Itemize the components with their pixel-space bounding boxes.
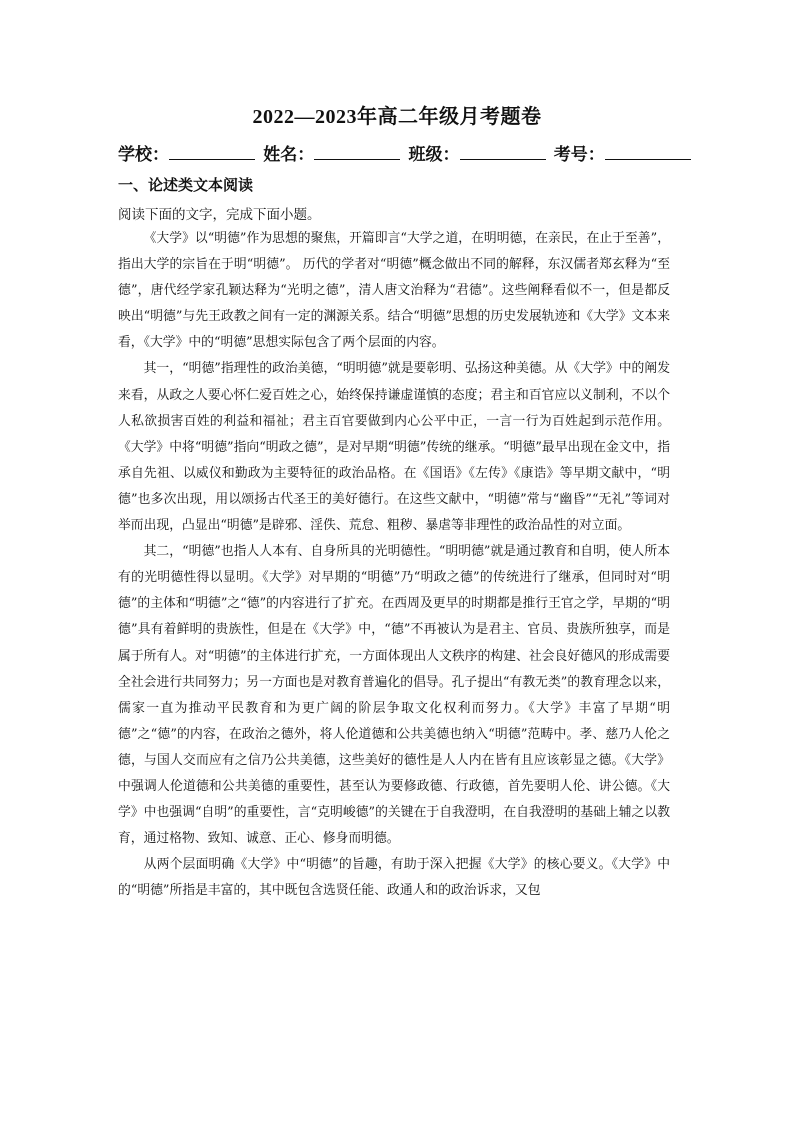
- school-label: 学校：: [118, 145, 169, 164]
- passage-paragraph-1: 《大学》以“明德”作为思想的聚焦，开篇即言“大学之道，在明明德，在亲民，在止于至善”，指出大学的宗旨在于明“明德”。 历代的学者对“明德”概念做出不同的解释，东汉儒者郑玄释为“至德”，唐代经学家孔颖达释为“光明之德”，清人唐文治释为“君德”。这些阐释看似不一，但是都反映出“明德”与先王政教之间有一定的渊源关系。结合“明德”思想的历史发展轨迹和《大学》文本来看，《大学》中的“明德”思想实际包含了两个层面的内容。: [118, 231, 670, 351]
- student-info-line: [118, 140, 688, 165]
- reading-passage: [118, 226, 670, 904]
- passage-paragraph-2: 其一，“明德”指理性的政治美德，“明明德”就是要彰明、弘扬这种美德。从《大学》中的阐发来看，从政之人要心怀仁爱百姓之心，始终保持谦虚谨慎的态度；君主和百官应以义制利，不以个人私欲损害百姓的利益和福祉；君主百官要做到内心公平中正，一言一行为百姓起到示范作用。《大学》中将“明德”指向“明政之德”，是对早期“明德”传统的继承。“明德”最早出现在金文中，指承自先祖、以威仪和勤政为主要特征的政治品格。在《国语》《左传》《康诰》等早期文献中，“明德”也多次出现，用以颂扬古代圣王的美好德行。在这些文献中，“明德”常与“幽昏”“无礼”等词对举而出现，凸显出“明德”是辟邪、淫佚、荒怠、粗秽、暴虐等非理性的政治品性的对立面。: [118, 361, 670, 534]
- section-heading: 一、论述类文本阅读: [118, 176, 254, 194]
- section-instruction: 阅读下面的文字，完成下面小题。: [118, 207, 321, 223]
- exam-number-label: 考号：: [553, 145, 605, 164]
- class-label: 班级：: [408, 145, 460, 164]
- passage-paragraph-3: 其二，“明德”也指人人本有、自身所具的光明德性。“明明德”就是通过教育和自明，使人所本有的光明德性得以显明。《大学》对早期的“明德”乃“明政之德”的传统进行了继承，但同时对“明德”的主体和“明德”之“德”的内容进行了扩充。在西周及更早的时期都是推行王官之学，早期的“明德”具有着鲜明的贵族性，但是在《大学》中，“德”不再被认为是君主、官员、贵族所独享，而是属于所有人。对“明德”的主体进行扩充，一方面体现出人文秩序的构建、社会良好德风的形成需要全社会进行共同努力；另一方面也是对教育普遍化的倡导。孔子提出“有教无类”的教育理念以来，儒家一直为推动平民教育和为更广阔的阶层争取文化权利而努力。《大学》丰富了早期“明德”之“德”的内容，在政治之德外，将人伦道德和公共美德也纳入“明德”范畴中。孝、慈乃人伦之德，与国人交而应有之信乃公共美德，这些美好的德性是人人内在皆有且应该彰显之德。《大学》中强调人伦道德和公共美德的重要性，甚至认为要修政德、行政德，首先要明人伦、讲公德。《大学》中也强调“自明”的重要性，言“克明峻德”的关键在于自我澄明，在自我澄明的基础上辅之以教育，通过格物、致知、诚意、正心、修身而明德。: [118, 544, 670, 847]
- class-blank[interactable]: [460, 145, 546, 160]
- exam-title: 2022—2023年高二年级月考题卷: [252, 106, 542, 128]
- name-blank[interactable]: [314, 145, 400, 160]
- name-label: 姓名：: [263, 145, 315, 164]
- passage-paragraph-4: 从两个层面明确《大学》中“明德”的旨趣，有助于深入把握《大学》的核心要义。《大学》中的“明德”所指是丰富的，其中既包含选贤任能、政通人和的政治诉求，又包: [118, 857, 670, 899]
- exam-number-blank[interactable]: [605, 145, 691, 160]
- school-blank[interactable]: [169, 145, 255, 160]
